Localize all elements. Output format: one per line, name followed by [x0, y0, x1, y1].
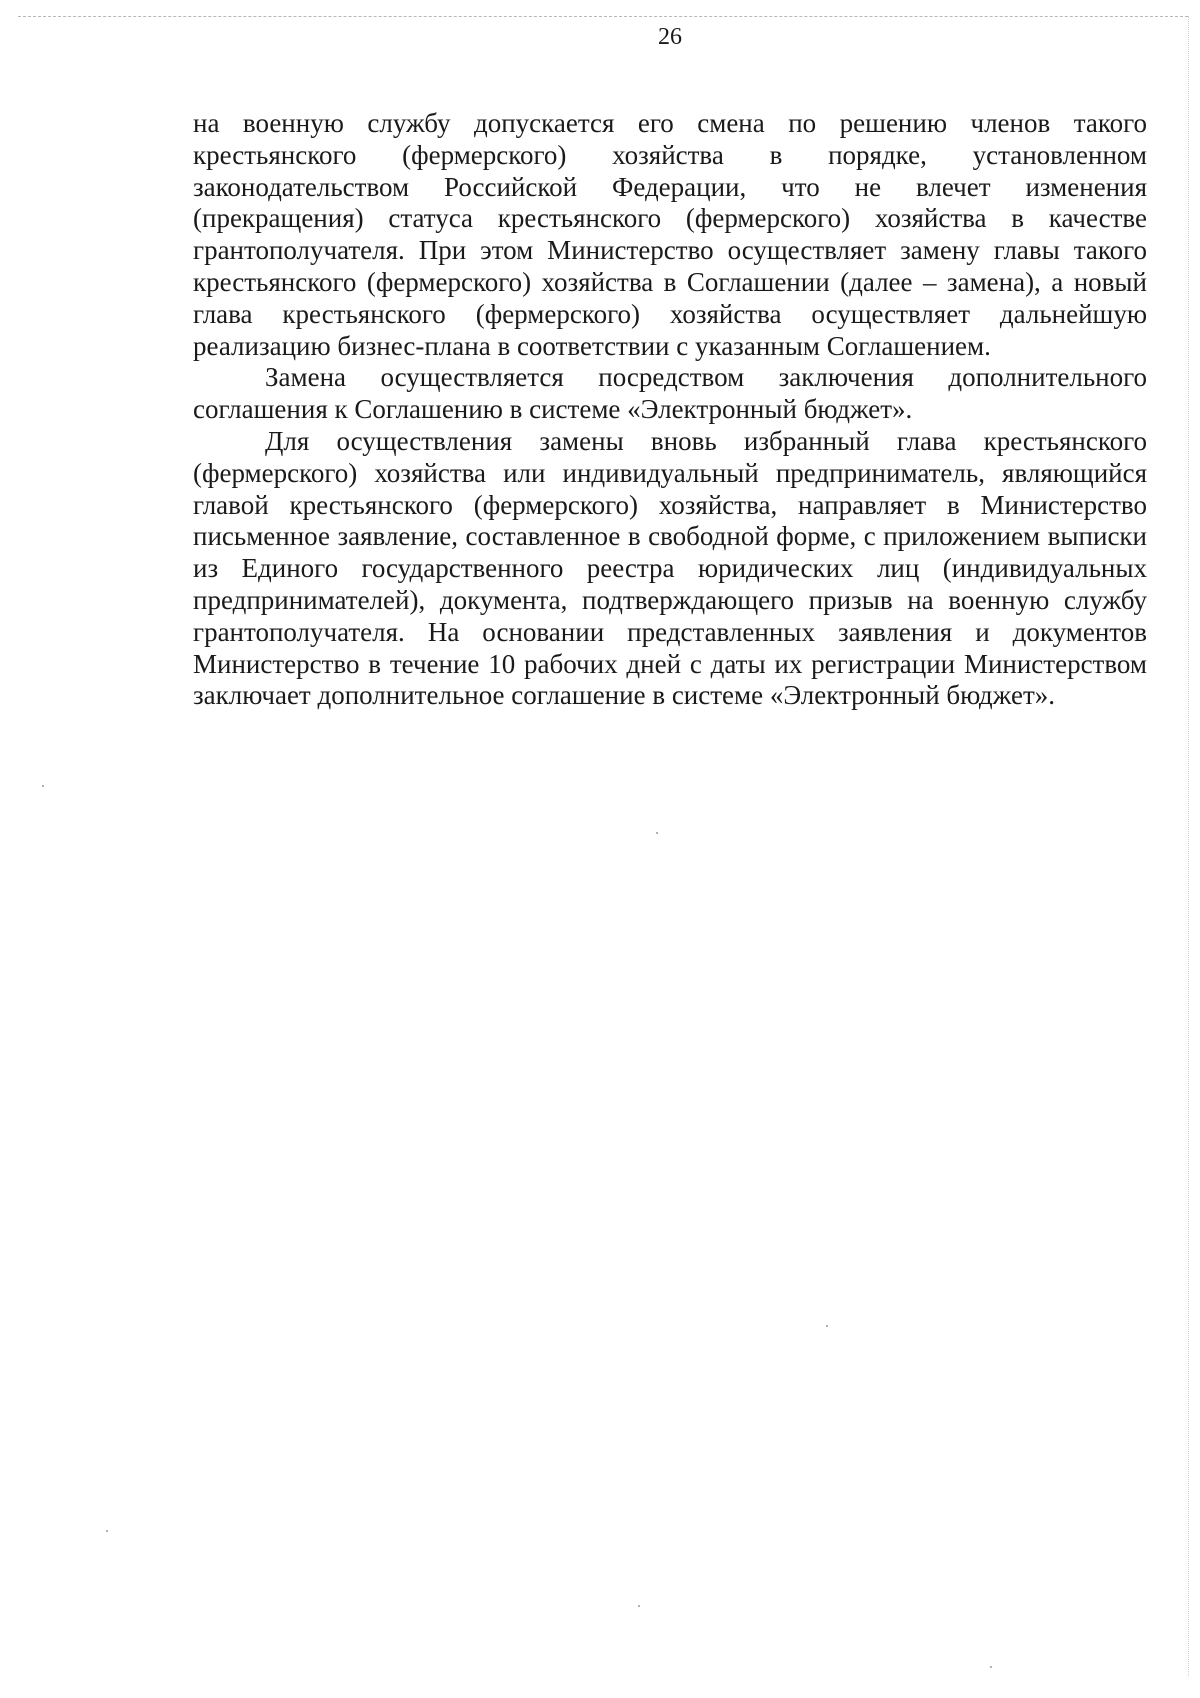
- paragraph-1: на военную службу допускается его смена по решению членов такого крестьянского (фермерского) хозяйства в порядке, установленном законодательством Российской Федерации, что не влечет изменения (прекращения) статуса крестьянского (фермерского) хозяйства в качестве грантополучателя. При этом Министерство осуществляет замену главы такого крестьянского (фермерского) хозяйства в Соглашении (далее – замена), а новый глава крестьянского (фермерского) хозяйства осуществляет дальнейшую реализацию бизнес-плана в соответствии с указанным Соглашением.: [193, 108, 1147, 361]
- paragraph-2: Замена осуществляется посредством заключения дополнительного соглашения к Соглашению в системе «Электронный бюджет».: [193, 362, 1147, 425]
- scan-speck: [990, 1666, 992, 1668]
- scan-speck: [656, 832, 658, 834]
- document-body: [193, 108, 1147, 712]
- scan-edge-top: [18, 16, 1188, 17]
- page-number: 26: [658, 24, 682, 50]
- paragraph-3: Для осуществления замены вновь избранный глава крестьянского (фермерского) хозяйства или индивидуальный предприниматель, являющийся главой крестьянского (фермерского) хозяйства, направляет в Министерство письменное заявление, составленное в свободной форме, с приложением выписки из Единого государственного реестра юридических лиц (индивидуальных предпринимателей), документа, подтверждающего призыв на военную службу грантополучателя. На основании представленных заявления и документов Министерство в течение 10 рабочих дней с даты их регистрации Министерством заключает дополнительное соглашение в системе «Электронный бюджет».: [193, 425, 1147, 711]
- scan-speck: [42, 785, 44, 787]
- scan-speck: [638, 1605, 640, 1607]
- scan-edge-right: [1188, 16, 1189, 1676]
- scan-speck: [826, 1325, 828, 1327]
- scan-speck: [106, 1530, 108, 1532]
